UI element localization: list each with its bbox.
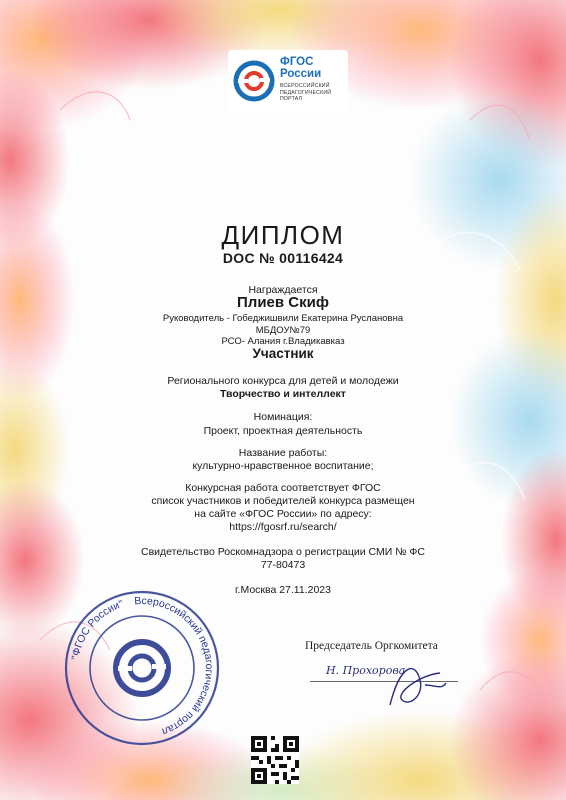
diploma-title: ДИПЛОМ bbox=[221, 220, 345, 250]
logo-title-line1: ФГОС bbox=[280, 56, 314, 68]
signer-name: Н. Прохорова bbox=[326, 664, 406, 677]
seal-text-right: Всероссийский педагогический портал bbox=[134, 594, 216, 738]
logo-subtitle-line2: ПЕДАГОГИЧЕСКИЙ bbox=[280, 89, 332, 96]
logo-subtitle-line3: ПОРТАЛ bbox=[280, 96, 303, 102]
logo-title-line2: России bbox=[280, 68, 322, 80]
compliance-note-line1: Конкурсная работа соответствует ФГОС bbox=[185, 482, 381, 494]
work-title-value: культурно-нравственное воспитание; bbox=[192, 460, 374, 472]
seal-logo-icon bbox=[116, 642, 168, 694]
fgos-logo-icon bbox=[232, 56, 276, 106]
round-seal-stamp bbox=[62, 588, 222, 748]
nomination-label: Номинация: bbox=[253, 411, 313, 423]
seal-text-left: "ФГОС России" bbox=[69, 598, 125, 661]
recipient-name: Плиев Скиф bbox=[237, 294, 329, 311]
awarded-label: Награждается bbox=[248, 284, 318, 296]
logo-title bbox=[280, 56, 321, 80]
fgos-logo bbox=[228, 50, 348, 112]
place-and-date: г.Москва 27.11.2023 bbox=[234, 584, 331, 596]
compliance-note-line2: список участников и победителей конкурса размещен bbox=[151, 495, 415, 507]
logo-subtitle bbox=[280, 83, 331, 103]
region-line: РСО- Алания г.Владикавказ bbox=[221, 336, 345, 347]
participant-role: Участник bbox=[252, 346, 314, 361]
handwritten-signature bbox=[380, 655, 450, 715]
compliance-note-line3: на сайте «ФГОС России» по адресу: bbox=[194, 508, 372, 520]
chair-label: Председатель Оргкомитета bbox=[305, 640, 438, 652]
work-title-label: Название работы: bbox=[238, 447, 328, 459]
nomination-value: Проект, проектная деятельность bbox=[203, 425, 363, 437]
leader-line: Руководитель - Гобеджишвили Екатерина Руслановна bbox=[162, 313, 404, 324]
qr-code bbox=[251, 736, 299, 784]
search-url: https://fgosrf.ru/search/ bbox=[229, 521, 337, 533]
registration-line1: Свидетельство Роскомнадзора о регистрации СМИ № ФС bbox=[141, 546, 425, 558]
contest-description: Регионального конкурса для детей и молодежи bbox=[167, 375, 399, 387]
registration-line2: 77-80473 bbox=[260, 559, 306, 571]
document-number: DOC № 00116424 bbox=[222, 250, 344, 266]
logo-subtitle-line1: ВСЕРОССИЙСКИЙ bbox=[280, 83, 330, 89]
organization-line: МБДОУ№79 bbox=[255, 325, 311, 336]
contest-name: Творчество и интеллект bbox=[220, 388, 346, 400]
